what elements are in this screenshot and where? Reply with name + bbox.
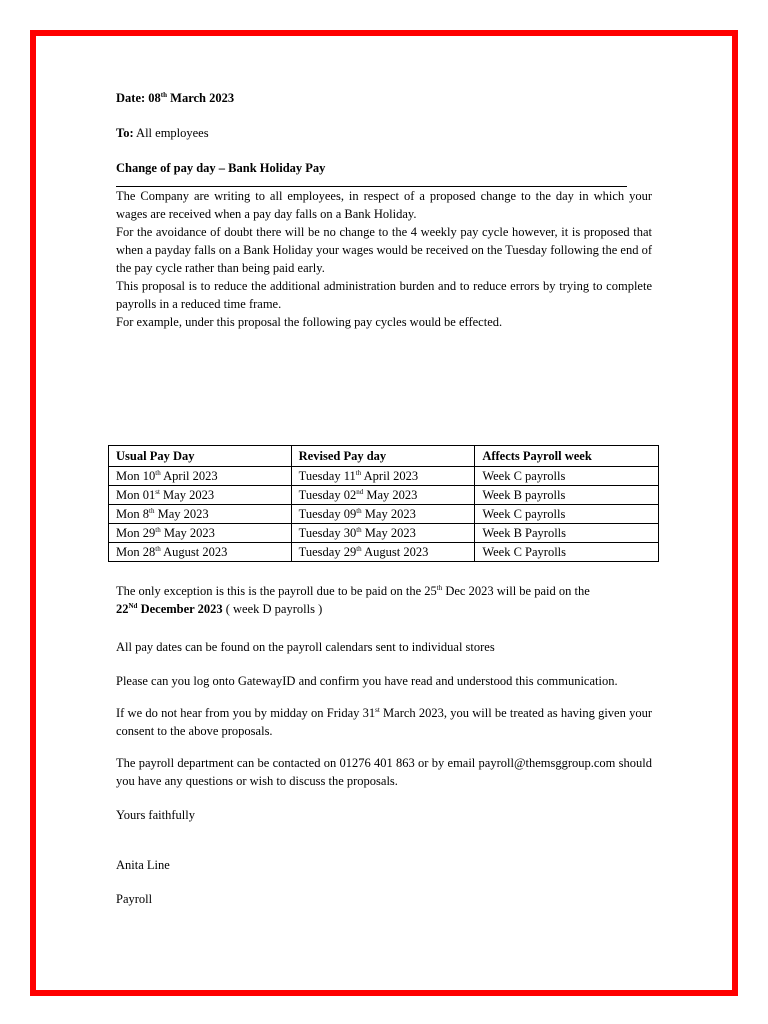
table-row [109,505,659,524]
payroll-week-cell: Week C payrolls [475,467,659,486]
paragraph-proposal-reason: This proposal is to reduce the additional administration burden and to reduce errors by trying to complete payrolls in a reduced time frame. [116,279,652,311]
payroll-week-cell: Week C payrolls [475,505,659,524]
revised-pay-day-cell: Tuesday 30th May 2023 [291,524,475,543]
table-row [109,543,659,562]
signer-department: Payroll [116,892,153,906]
column-header: Usual Pay Day [109,446,292,467]
revised-pay-day-cell: Tuesday 11th April 2023 [291,467,475,486]
table-row [109,486,659,505]
payroll-week-cell: Week B Payrolls [475,524,659,543]
table-header-row [109,446,659,467]
letter-date: Date: 08th March 2023 [116,91,235,105]
revised-pay-day-cell: Tuesday 29th August 2023 [291,543,475,562]
paragraph-example: For example, under this proposal the following pay cycles would be effected. [116,315,503,329]
letter-header [116,89,652,331]
paragraph-deadline: If we do not hear from you by midday on Friday 31st March 2023, you will be treated as having given your consent to the above proposals. [116,706,652,738]
paragraph-exception: The only exception is this is the payroll due to be paid on the 25th Dec 2023 will be paid on the 22Nd December 2023 ( week D payrolls ) [116,584,590,616]
pay-cycle-table [108,445,659,562]
table-row [109,467,659,486]
column-header: Revised Pay day [291,446,475,467]
column-header: Affects Payroll week [475,446,659,467]
letter-closing [116,582,652,908]
usual-pay-day-cell: Mon 01st May 2023 [109,486,292,505]
paragraph-intro: The Company are writing to all employees, in respect of a proposed change to the day in which your wages are received when a pay day falls on a Bank Holiday. [116,189,652,221]
paragraph-gateway: Please can you log onto GatewayID and confirm you have read and understood this communication. [116,674,618,688]
usual-pay-day-cell: Mon 8th May 2023 [109,505,292,524]
revised-pay-day-cell: Tuesday 09th May 2023 [291,505,475,524]
signoff: Yours faithfully [116,808,195,822]
payroll-week-cell: Week C Payrolls [475,543,659,562]
table-row [109,524,659,543]
revised-pay-day-cell: Tuesday 02nd May 2023 [291,486,475,505]
letter-recipient: To: All employees [116,126,209,140]
letter-subject: Change of pay day – Bank Holiday Pay [116,161,326,175]
usual-pay-day-cell: Mon 10th April 2023 [109,467,292,486]
payroll-week-cell: Week B payrolls [475,486,659,505]
signer-name: Anita Line [116,858,170,872]
paragraph-contact: The payroll department can be contacted on 01276 401 863 or by email payroll@themsggroup.com should you have any questions or wish to discuss the proposals. [116,756,652,788]
usual-pay-day-cell: Mon 29th May 2023 [109,524,292,543]
paragraph-avoidance-of-doubt: For the avoidance of doubt there will be no change to the 4 weekly pay cycle however, it is proposed that when a payday falls on a Bank Holiday your wages would be received on the Tuesday following the end of the pay cycle rather than being paid early. [116,225,652,275]
paragraph-calendars: All pay dates can be found on the payroll calendars sent to individual stores [116,640,495,654]
usual-pay-day-cell: Mon 28th August 2023 [109,543,292,562]
